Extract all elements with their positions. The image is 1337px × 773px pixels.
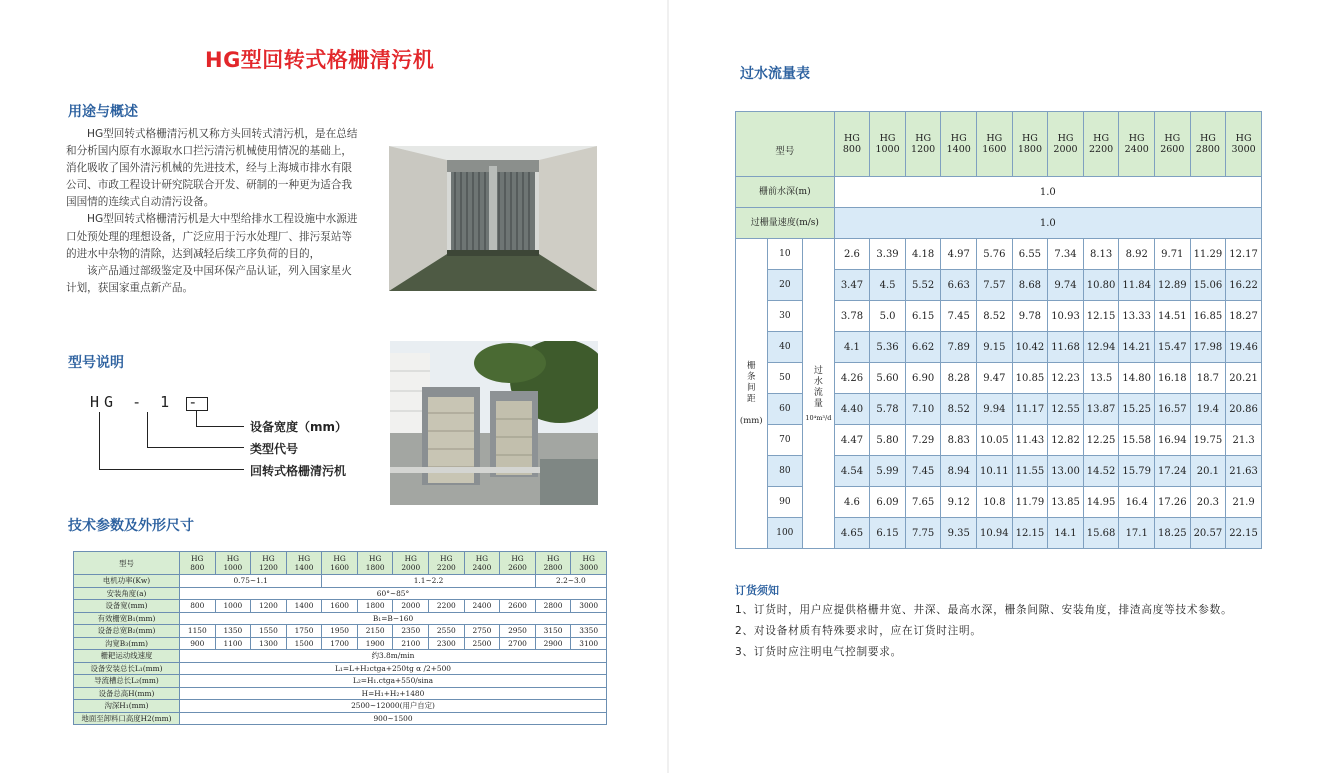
flow-value-cell: 12.94 [1083,332,1119,363]
spec-cell: 1200 [251,600,287,613]
flow-value-cell: 17.24 [1155,456,1191,487]
spec-table [73,551,607,725]
flow-value-cell: 7.10 [905,394,941,425]
flow-value-cell: 19.4 [1190,394,1226,425]
flow-value-cell: 10.05 [977,425,1013,456]
spec-cell: 3000 [571,600,607,613]
spec-cell: 2700 [500,637,536,650]
flow-value-cell: 7.65 [905,487,941,518]
flow-value-cell: 13.87 [1083,394,1119,425]
flow-value-cell: 16.85 [1190,301,1226,332]
flow-depth-value: 1.0 [834,177,1261,208]
flow-value-cell: 6.63 [941,270,977,301]
spec-row-label: 电机功率(Kw) [74,575,180,588]
flow-value-cell: 6.09 [870,487,906,518]
flow-value-cell: 6.15 [870,518,906,549]
flow-value-cell: 4.6 [834,487,870,518]
spec-row-label: 设备宽(mm) [74,600,180,613]
flow-gap-label: 栅 条 间 距 (mm) [736,239,768,549]
flow-value-cell: 5.60 [870,363,906,394]
spec-cell: 1.1~2.2 [322,575,535,588]
spec-row-label: 沟宽B₃(mm) [74,637,180,650]
section-heading-usage: 用途与概述 [68,104,138,120]
leader-line-machine [99,412,244,470]
flow-value-cell: 15.68 [1083,518,1119,549]
spec-cell: 2500~12000(用户自定) [180,700,607,713]
flow-value-cell: 10.11 [977,456,1013,487]
spec-cell: 2550 [429,625,465,638]
flow-value-cell: 4.47 [834,425,870,456]
spec-cell: 3350 [571,625,607,638]
flow-value-cell: 6.62 [905,332,941,363]
flow-value-cell: 9.47 [977,363,1013,394]
flow-gap-value: 50 [767,363,803,394]
flow-table [735,111,1262,549]
spec-header-row [74,552,607,575]
flow-gap-value: 10 [767,239,803,270]
spec-cell: L₁=L+H₂ctga+250tg α /2+500 [180,662,607,675]
spec-cell: 2300 [429,637,465,650]
flow-gap-value: 20 [767,270,803,301]
spec-cell: 2600 [500,600,536,613]
flow-value-cell: 21.63 [1226,456,1262,487]
flow-value-cell: 7.45 [905,456,941,487]
flow-speed-row [736,208,1262,239]
flow-value-cell: 15.58 [1119,425,1155,456]
spec-cell: L₂=H₁.ctga+550/sina [180,675,607,688]
spec-model-header: HG 1800 [357,552,393,575]
flow-value-cell: 9.94 [977,394,1013,425]
spec-cell: 2100 [393,637,429,650]
spec-row [74,575,607,588]
spec-cell: 0.75~1.1 [180,575,322,588]
flow-value-cell: 13.5 [1083,363,1119,394]
flow-value-cell: 20.21 [1226,363,1262,394]
flow-value-cell: 3.78 [834,301,870,332]
flow-quantity-unit: 10⁴m³/d [805,413,832,422]
flow-model-header: HG 2000 [1048,112,1084,177]
flow-quantity-label [803,239,835,549]
flow-value-cell: 10.94 [977,518,1013,549]
spec-model-header: HG 2200 [429,552,465,575]
flow-value-cell: 6.90 [905,363,941,394]
flow-value-cell: 5.76 [977,239,1013,270]
spec-cell: H=H₁+H₂+1480 [180,687,607,700]
spec-cell: 1300 [251,637,287,650]
flow-gap-value: 40 [767,332,803,363]
flow-value-cell: 8.52 [941,394,977,425]
flow-value-cell: 13.33 [1119,301,1155,332]
spec-row-label: 导流槽总长L₂(mm) [74,675,180,688]
flow-value-cell: 11.55 [1012,456,1048,487]
flow-value-cell: 10.93 [1048,301,1084,332]
flow-model-header: HG 2200 [1083,112,1119,177]
flow-model-header: HG 2600 [1155,112,1191,177]
spec-cell: 1550 [251,625,287,638]
spec-cell: 2000 [393,600,429,613]
flow-value-cell: 3.47 [834,270,870,301]
flow-value-cell: 10.85 [1012,363,1048,394]
spec-row-label: 安装角度(a) [74,587,180,600]
flow-value-cell: 15.25 [1119,394,1155,425]
flow-value-cell: 14.95 [1083,487,1119,518]
spec-row [74,712,607,725]
flow-value-cell: 20.1 [1190,456,1226,487]
flow-model-header: HG 1200 [905,112,941,177]
flow-value-cell: 9.12 [941,487,977,518]
flow-gap-value: 60 [767,394,803,425]
spec-row [74,637,607,650]
flow-gap-value: 70 [767,425,803,456]
spec-row-label: 地面至卸料口高度H2(mm) [74,712,180,725]
flow-value-cell: 5.80 [870,425,906,456]
flow-value-cell: 8.92 [1119,239,1155,270]
flow-value-cell: 8.68 [1012,270,1048,301]
flow-value-cell: 16.57 [1155,394,1191,425]
flow-value-cell: 16.18 [1155,363,1191,394]
flow-value-cell: 16.94 [1155,425,1191,456]
flow-value-cell: 19.46 [1226,332,1262,363]
flow-value-cell: 6.15 [905,301,941,332]
spec-model-header: HG 2000 [393,552,429,575]
flow-value-cell: 14.52 [1083,456,1119,487]
page-title: HG型回转式格栅清污机 [205,48,435,72]
flow-value-cell: 4.54 [834,456,870,487]
legend-type: 类型代号 [250,442,299,456]
spec-row-label: 设备安装总长L₁(mm) [74,662,180,675]
spec-row [74,625,607,638]
flow-model-header: HG 1000 [870,112,906,177]
spec-cell: 2900 [535,637,571,650]
flow-value-cell: 21.9 [1226,487,1262,518]
flow-value-cell: 12.15 [1083,301,1119,332]
flow-value-cell: 9.71 [1155,239,1191,270]
spec-cell: 约3.8m/min [180,650,607,663]
spec-row [74,587,607,600]
legend-width: 设备宽度（mm） [250,420,348,434]
intro-paragraph-2: HG型回转式格栅清污机是大中型给排水工程设施中水源进口处预处理的理想设备，广泛应用于污水处理厂、排污泵站等的进水中杂物的清除，达到减轻后续工序负荷的目的， [66,213,358,260]
intro-paragraph-3: 该产品通过部级鉴定及中国环保产品认证，列入国家星火计划，获国家重点新产品。 [66,264,352,294]
spec-cell: 2950 [500,625,536,638]
flow-depth-label: 栅前水深(m) [736,177,835,208]
spec-row [74,600,607,613]
flow-value-cell: 14.51 [1155,301,1191,332]
legend-machine: 回转式格栅清污机 [250,464,347,478]
flow-value-cell: 2.6 [834,239,870,270]
flow-speed-label: 过栅量速度(m/s) [736,208,835,239]
flow-value-cell: 12.89 [1155,270,1191,301]
spec-cell: 900~1500 [180,712,607,725]
spec-cell: 2800 [535,600,571,613]
spec-cell: 2400 [464,600,500,613]
flow-gap-value: 80 [767,456,803,487]
spec-row-label: 设备总宽B₂(mm) [74,625,180,638]
spec-cell: 800 [180,600,216,613]
flow-value-cell: 8.13 [1083,239,1119,270]
flow-value-cell: 11.68 [1048,332,1084,363]
spec-row-label: 沟深H₁(mm) [74,700,180,713]
flow-value-cell: 8.83 [941,425,977,456]
spec-cell: 1950 [322,625,358,638]
flow-value-cell: 15.47 [1155,332,1191,363]
spec-row [74,612,607,625]
spec-cell: 60°~85° [180,587,607,600]
spec-cell: 2200 [429,600,465,613]
flow-model-header: HG 1400 [941,112,977,177]
flow-speed-value: 1.0 [834,208,1261,239]
flow-value-cell: 13.00 [1048,456,1084,487]
spec-model-header: HG 1200 [251,552,287,575]
flow-value-cell: 11.79 [1012,487,1048,518]
flow-model-header: HG 3000 [1226,112,1262,177]
flow-value-cell: 15.79 [1119,456,1155,487]
flow-value-cell: 5.99 [870,456,906,487]
spec-cell: 1600 [322,600,358,613]
flow-row [736,239,1262,270]
flow-value-cell: 4.40 [834,394,870,425]
flow-value-cell: 19.75 [1190,425,1226,456]
flow-value-cell: 11.29 [1190,239,1226,270]
model-width-box [186,397,208,411]
flow-value-cell: 14.1 [1048,518,1084,549]
flow-value-cell: 4.1 [834,332,870,363]
flow-value-cell: 12.25 [1083,425,1119,456]
flow-value-cell: 9.78 [1012,301,1048,332]
flow-value-cell: 4.18 [905,239,941,270]
flow-value-cell: 10.80 [1083,270,1119,301]
flow-value-cell: 20.3 [1190,487,1226,518]
flow-value-cell: 9.15 [977,332,1013,363]
order-note-2: 2、对设备材质有特殊要求时，应在订货时注明。 [735,625,982,637]
flow-value-cell: 7.57 [977,270,1013,301]
spec-cell: 1150 [180,625,216,638]
spec-model-header: HG 1600 [322,552,358,575]
spec-model-header: HG 1000 [215,552,251,575]
flow-model-header: HG 1600 [977,112,1013,177]
spec-model-header: HG 800 [180,552,216,575]
flow-value-cell: 8.28 [941,363,977,394]
spec-cell: 900 [180,637,216,650]
flow-value-cell: 14.21 [1119,332,1155,363]
flow-value-cell: 5.0 [870,301,906,332]
spec-cell: 2350 [393,625,429,638]
section-heading-model: 型号说明 [68,355,124,371]
intro-paragraph-1: HG型回转式格栅清污机又称方头回转式清污机，是在总结和分析国内原有水源取水口拦污清污机械使用情况的基础上，消化吸收了国外清污机械的先进技术，经与上海城市排水有限公司、市政工程设计研究院联合开发、研制的一种更为适合我国国情的连续式自动清污设备。 [66,128,358,209]
flow-value-cell: 11.43 [1012,425,1048,456]
order-note-1: 1、订货时，用户应提供格栅井宽、井深、最高水深，栅条间隙、安装角度，排渣高度等技术参数。 [735,604,1233,616]
flow-value-cell: 18.27 [1226,301,1262,332]
flow-model-header: HG 2400 [1119,112,1155,177]
flow-value-cell: 7.29 [905,425,941,456]
flow-header-label: 型号 [736,112,835,177]
spec-model-header: HG 2400 [464,552,500,575]
intro-text [66,126,358,297]
flow-value-cell: 20.57 [1190,518,1226,549]
spec-header-label: 型号 [74,552,180,575]
spec-cell: 2500 [464,637,500,650]
spec-model-header: HG 2600 [500,552,536,575]
spec-row [74,662,607,675]
flow-value-cell: 5.78 [870,394,906,425]
flow-value-cell: 7.34 [1048,239,1084,270]
section-heading-flow: 过水流量表 [740,66,810,82]
page-fold [667,0,669,773]
spec-cell: 1750 [286,625,322,638]
flow-value-cell: 16.4 [1119,487,1155,518]
flow-value-cell: 12.55 [1048,394,1084,425]
spec-model-header: HG 1400 [286,552,322,575]
spec-cell: 1900 [357,637,393,650]
spec-row [74,675,607,688]
order-note-3: 3、订货时应注明电气控制要求。 [735,646,903,658]
flow-value-cell: 16.22 [1226,270,1262,301]
model-code: HG - 1 - [90,393,203,411]
flow-value-cell: 12.23 [1048,363,1084,394]
flow-value-cell: 9.35 [941,518,977,549]
flow-value-cell: 11.17 [1012,394,1048,425]
flow-value-cell: 18.7 [1190,363,1226,394]
spec-cell: 1400 [286,600,322,613]
flow-value-cell: 6.55 [1012,239,1048,270]
spec-cell: 3150 [535,625,571,638]
spec-cell: 2750 [464,625,500,638]
spec-cell: B₁=B−160 [180,612,607,625]
flow-value-cell: 12.82 [1048,425,1084,456]
spec-model-header: HG 2800 [535,552,571,575]
flow-header-row [736,112,1262,177]
flow-quantity-title: 过 水 流 量 [813,365,823,409]
spec-cell: 1000 [215,600,251,613]
spec-row [74,700,607,713]
flow-value-cell: 7.45 [941,301,977,332]
flow-value-cell: 7.89 [941,332,977,363]
flow-model-header: HG 1800 [1012,112,1048,177]
spec-model-header: HG 3000 [571,552,607,575]
flow-value-cell: 5.52 [905,270,941,301]
spec-cell: 3100 [571,637,607,650]
flow-model-header: HG 2800 [1190,112,1226,177]
flow-value-cell: 4.65 [834,518,870,549]
spec-row-label: 有效栅宽B₁(mm) [74,612,180,625]
flow-depth-row [736,177,1262,208]
spec-row-label: 设备总高H(mm) [74,687,180,700]
flow-value-cell: 3.39 [870,239,906,270]
flow-value-cell: 5.36 [870,332,906,363]
spec-cell: 1700 [322,637,358,650]
spec-row [74,650,607,663]
spec-row-label: 栅耙运动线速度 [74,650,180,663]
spec-cell: 2.2~3.0 [535,575,606,588]
flow-value-cell: 15.06 [1190,270,1226,301]
flow-value-cell: 8.52 [977,301,1013,332]
flow-gap-value: 100 [767,518,803,549]
spec-cell: 1500 [286,637,322,650]
flow-gap-value: 30 [767,301,803,332]
photo-outdoor-screen [390,341,598,505]
spec-cell: 1800 [357,600,393,613]
flow-value-cell: 21.3 [1226,425,1262,456]
flow-value-cell: 13.85 [1048,487,1084,518]
flow-model-header: HG 800 [834,112,870,177]
flow-value-cell: 12.15 [1012,518,1048,549]
flow-value-cell: 12.17 [1226,239,1262,270]
flow-value-cell: 4.5 [870,270,906,301]
flow-value-cell: 11.84 [1119,270,1155,301]
flow-value-cell: 18.25 [1155,518,1191,549]
flow-gap-value: 90 [767,487,803,518]
flow-value-cell: 17.26 [1155,487,1191,518]
flow-value-cell: 14.80 [1119,363,1155,394]
flow-value-cell: 22.15 [1226,518,1262,549]
flow-value-cell: 4.26 [834,363,870,394]
spec-cell: 2150 [357,625,393,638]
photo-installed-screen [389,146,597,291]
flow-value-cell: 8.94 [941,456,977,487]
spec-cell: 1350 [215,625,251,638]
flow-value-cell: 7.75 [905,518,941,549]
flow-value-cell: 10.42 [1012,332,1048,363]
section-heading-order: 订货须知 [735,584,779,597]
section-heading-specs: 技术参数及外形尺寸 [68,518,194,534]
flow-value-cell: 10.8 [977,487,1013,518]
spec-cell: 1100 [215,637,251,650]
flow-value-cell: 4.97 [941,239,977,270]
spec-row [74,687,607,700]
flow-value-cell: 17.1 [1119,518,1155,549]
flow-value-cell: 9.74 [1048,270,1084,301]
flow-value-cell: 17.98 [1190,332,1226,363]
flow-value-cell: 20.86 [1226,394,1262,425]
